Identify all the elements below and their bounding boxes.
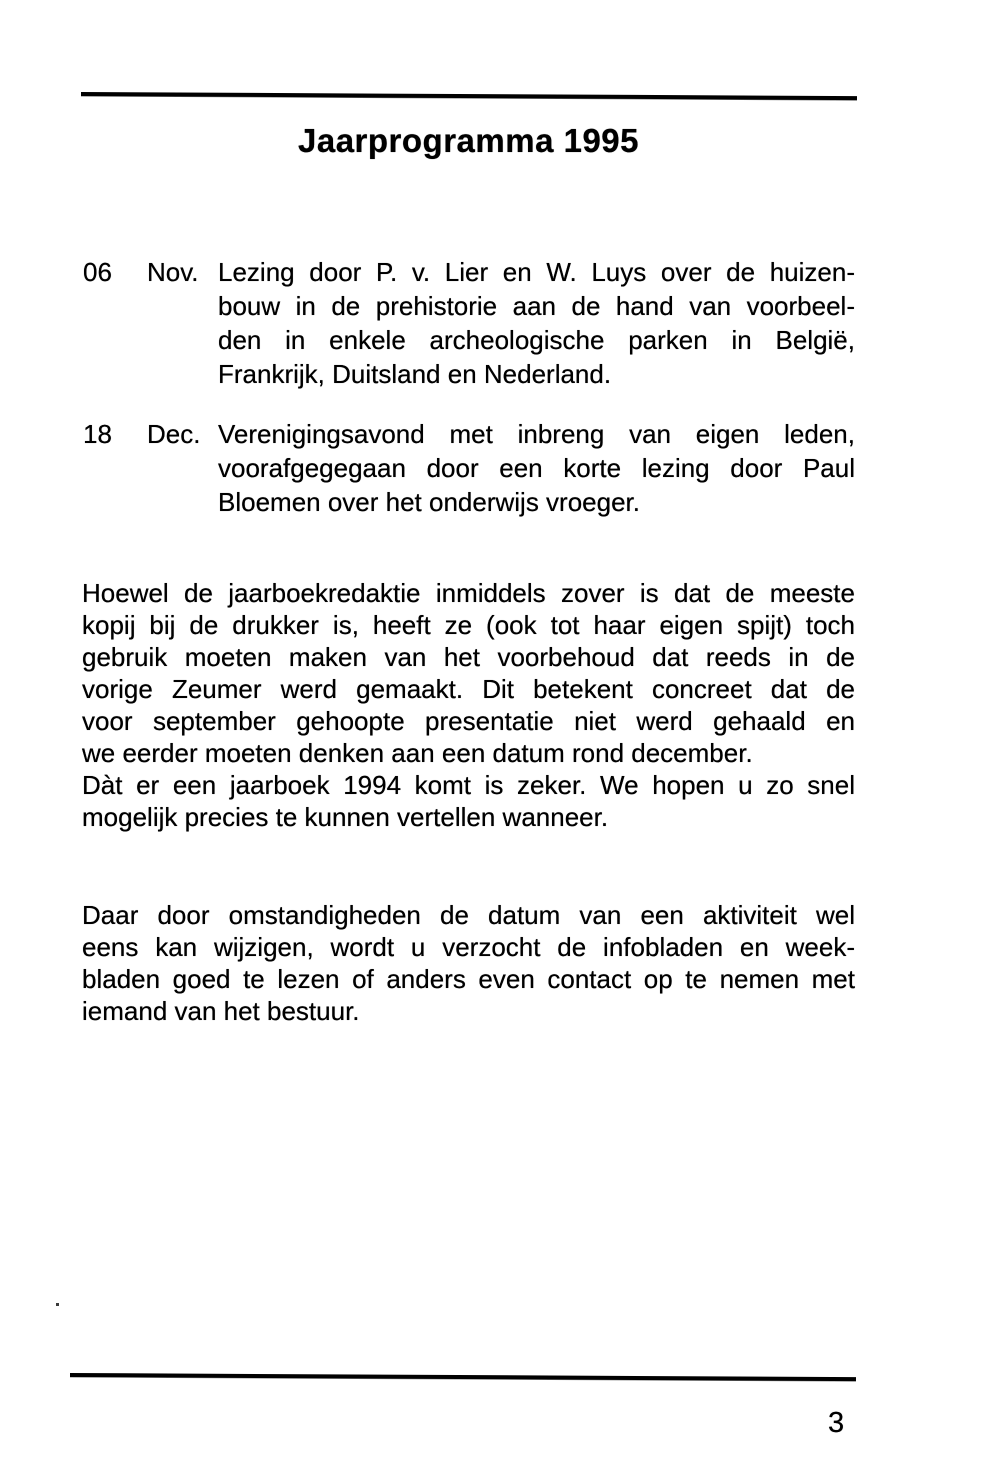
page-number: 3 bbox=[828, 1407, 845, 1439]
text-line: voorafgegegaan door een korte lezing door Paul bbox=[218, 453, 855, 483]
scan-speck-artifact bbox=[56, 1303, 59, 1306]
page-title: Jaarprogramma 1995 bbox=[297, 122, 640, 159]
text-line: gebruik moeten maken van het voorbehoud dat reeds in de bbox=[82, 642, 855, 672]
text-line: vorige Zeumer werd gemaakt. Dit betekent concreet dat de bbox=[82, 674, 855, 704]
entry-text bbox=[218, 417, 855, 519]
bottom-horizontal-rule bbox=[70, 1373, 856, 1381]
text-line: kopij bij de drukker is, heeft ze (ook tot haar eigen spijt) toch bbox=[82, 610, 855, 640]
text-line: voor september gehoopte presentatie niet werd gehaald en bbox=[82, 706, 855, 736]
text-line: eens kan wijzigen, wordt u verzocht de infobladen en week- bbox=[82, 932, 855, 962]
text-line: Bloemen over het onderwijs vroeger. bbox=[218, 487, 641, 517]
paragraph-datum-wijziging bbox=[82, 899, 855, 1027]
text-line: Frankrijk, Duitsland en Nederland. bbox=[218, 359, 612, 389]
text-line: den in enkele archeologische parken in België, bbox=[218, 325, 855, 355]
text-line: mogelijk precies te kunnen vertellen wanneer. bbox=[82, 802, 609, 832]
paragraph-jaarboek-status bbox=[82, 577, 855, 769]
entry-month: Nov. bbox=[147, 257, 199, 287]
text-line: Hoewel de jaarboekredaktie inmiddels zover is dat de meeste bbox=[82, 578, 855, 608]
text-line: bouw in de prehistorie aan de hand van voorbeel- bbox=[218, 291, 855, 321]
schedule-entry-18-dec bbox=[82, 417, 855, 519]
text-line: Dàt er een jaarboek 1994 komt is zeker. We hopen u zo snel bbox=[82, 770, 855, 800]
entry-day: 18 bbox=[83, 419, 112, 449]
entry-month: Dec. bbox=[147, 419, 201, 449]
entry-day: 06 bbox=[83, 257, 112, 287]
text-line: iemand van het bestuur. bbox=[82, 996, 360, 1026]
text-line: Verenigingsavond met inbreng van eigen leden, bbox=[218, 419, 855, 449]
top-horizontal-rule bbox=[81, 92, 857, 100]
text-line: Daar door omstandigheden de datum van een aktiviteit wel bbox=[82, 900, 855, 930]
entry-text bbox=[218, 255, 855, 391]
paragraph-jaarboek-zeker bbox=[82, 769, 855, 833]
text-line: bladen goed te lezen of anders even contact op te nemen met bbox=[82, 964, 855, 994]
text-line: we eerder moeten denken aan een datum rond december. bbox=[82, 738, 753, 768]
text-line: Lezing door P. v. Lier en W. Luys over de huizen- bbox=[218, 257, 855, 287]
schedule-entry-06-nov bbox=[82, 255, 855, 391]
